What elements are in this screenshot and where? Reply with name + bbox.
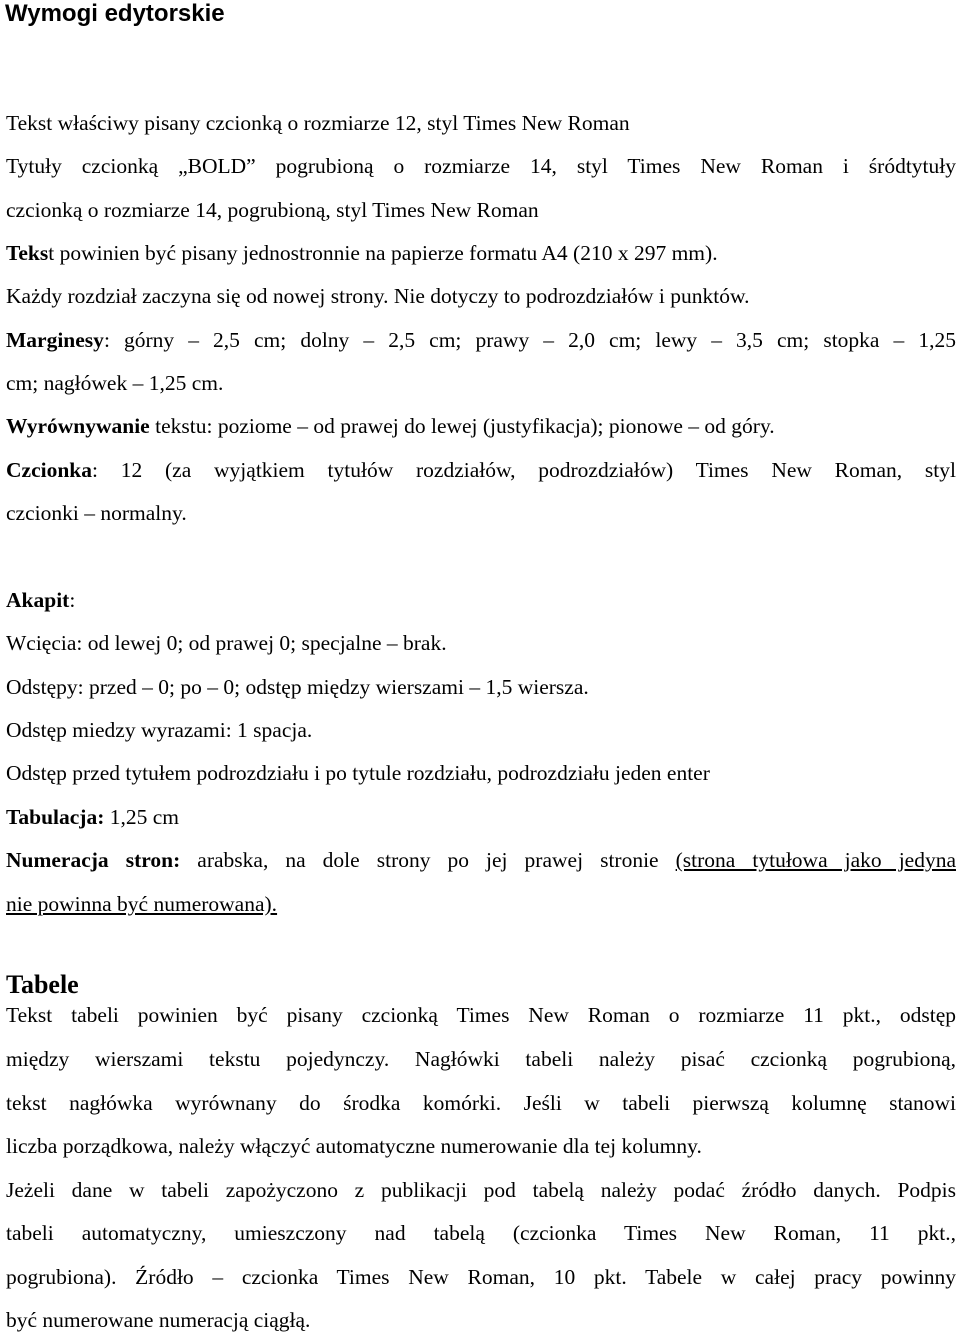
tables-text-line: między wierszami tekstu pojedynczy. Nagłówki tabeli należy pisać czcionką pogrubioną, (6, 1047, 956, 1071)
tables-text-line: pogrubiona). Źródło – czcionka Times New Roman, 10 pkt. Tabele w całej pracy powinny (6, 1265, 956, 1289)
text-line-chapters: Każdy rozdział zaczyna się od nowej strony. Nie dotyczy to podrozdziałów i punktów. (6, 284, 750, 308)
font-text: : 12 (za wyjątkiem tytułów rozdziałów, podrozdziałów) Times New Roman, styl (92, 458, 956, 482)
text-line-margins-2: cm; nagłówek – 1,25 cm. (6, 371, 224, 395)
page-numbering-label: Numeracja stron: (6, 848, 181, 872)
text-line-font-1 (6, 455, 956, 485)
bold-fragment: Teks (6, 241, 49, 265)
text-line-word-spacing: Odstęp miedzy wyrazami: 1 spacja. (6, 718, 313, 742)
page-title: Wymogi edytorskie (5, 0, 225, 27)
tables-text-line: Tekst tabeli powinien być pisany czcionką Times New Roman o rozmiarze 11 pkt., odstęp (6, 1003, 956, 1027)
tables-text-line: być numerowane numeracją ciągłą. (6, 1308, 311, 1332)
margins-text: : górny – 2,5 cm; dolny – 2,5 cm; prawy – 2,0 cm; lewy – 3,5 cm; stopka – 1,25 (103, 328, 956, 352)
alignment-text: tekstu: poziome – od prawej do lewej (justyfikacja); pionowe – od góry. (149, 414, 775, 438)
tables-text-line: Jeżeli dane w tabeli zapożyczono z publikacji pod tabelą należy podać źródło danych. Podpis (6, 1178, 956, 1202)
text-line-paragraph-heading (6, 585, 956, 615)
text-line-tabulation (6, 802, 956, 832)
font-label: Czcionka (6, 458, 92, 482)
tables-text-line: tabeli automatyczny, umieszczony nad tabelą (czcionka Times New Roman, 11 pkt., (6, 1221, 956, 1245)
text-line-page-numbering-2 (6, 889, 956, 919)
text-line-page-format (6, 238, 956, 268)
tabulation-label: Tabulacja: (6, 805, 105, 829)
tables-text-line: liczba porządkowa, należy włączyć automatyczne numerowanie dla tej kolumny. (6, 1134, 702, 1158)
text-line-page-numbering-1 (6, 845, 956, 875)
paragraph-colon: : (69, 588, 76, 612)
tabulation-value: 1,25 cm (104, 805, 180, 829)
text-line-font-main: Tekst właściwy pisany czcionką o rozmiarze 12, styl Times New Roman (6, 111, 630, 135)
section-heading-tables: Tabele (6, 970, 79, 999)
page-numbering-note-end: nie powinna być numerowana). (6, 892, 278, 916)
text-line-margins-1 (6, 325, 956, 355)
text-line-font-2: czcionki – normalny. (6, 501, 187, 525)
text-line-titles-2: czcionką o rozmiarze 14, pogrubioną, styl Times New Roman (6, 198, 539, 222)
text-line-spacing: Odstępy: przed – 0; po – 0; odstęp między wierszami – 1,5 wiersza. (6, 675, 589, 699)
text-line-indents: Wcięcia: od lewej 0; od prawej 0; specjalne – brak. (6, 631, 447, 655)
alignment-label: Wyrównywanie (6, 414, 150, 438)
page-numbering-note: (strona tytułowa jako jedyna (675, 848, 956, 872)
text-line-alignment (6, 411, 956, 441)
margins-label: Marginesy (6, 328, 104, 352)
text-line-titles-1: Tytuły czcionką „BOLD” pogrubioną o rozmiarze 14, styl Times New Roman i śródtytuły (6, 154, 956, 178)
text-line-title-spacing: Odstęp przed tytułem podrozdziału i po tytule rozdziału, podrozdziału jeden enter (6, 761, 710, 785)
tables-text-line: tekst nagłówka wyrównany do środka komórki. Jeśli w tabeli pierwszą kolumnę stanowi (6, 1091, 956, 1115)
paragraph-label: Akapit (6, 588, 70, 612)
page-numbering-text: arabska, na dole strony po jej prawej stronie (180, 848, 676, 872)
text-fragment: t powinien być pisany jednostronnie na papierze formatu A4 (210 x 297 mm). (48, 241, 718, 265)
